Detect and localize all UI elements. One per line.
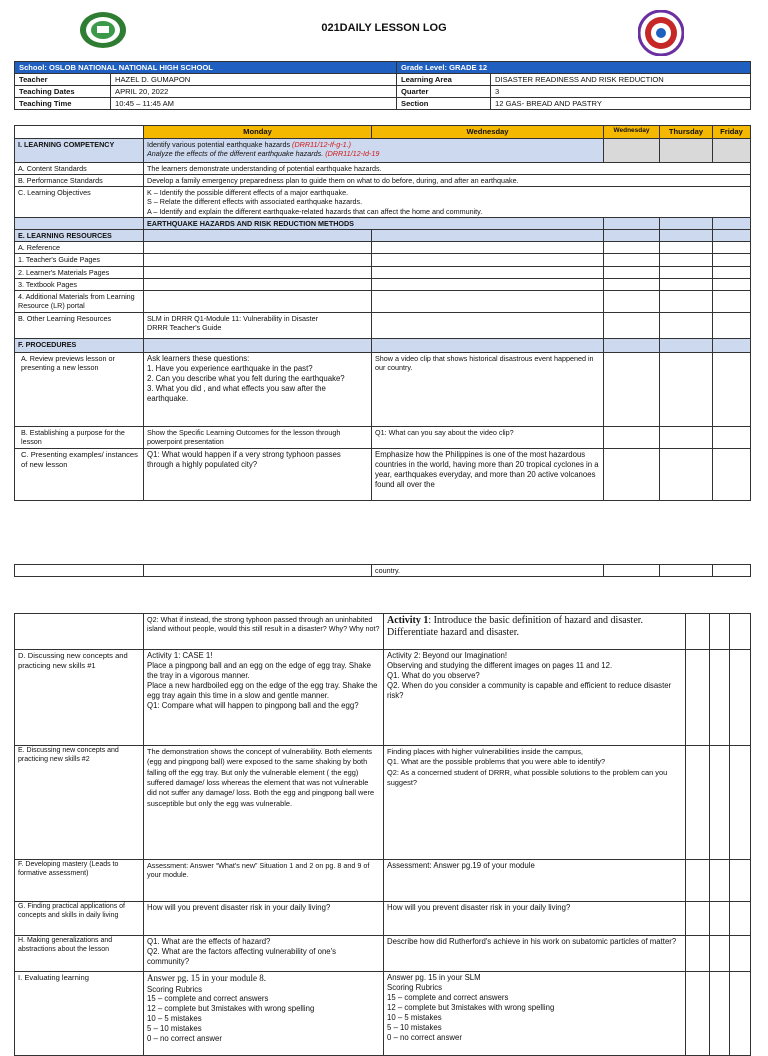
discussing-1-monday <box>144 650 384 746</box>
lc-code1: (DRR11/12-If-g-1.) <box>292 139 352 149</box>
teacher-label: Teacher <box>15 74 111 86</box>
i-wed-6: 0 – no correct answer <box>387 1032 462 1042</box>
h-mon-1: Q2. What are the factors affecting vulnerability of one's community? <box>147 946 337 966</box>
objective-s: S – Relate the different effects with associated earthquake hazards. <box>147 197 363 207</box>
examples-monday: Q1: What would happen if a very strong typhoon passes through a highly populated city? <box>144 449 372 501</box>
activity1-head: Activity 1 <box>387 615 429 626</box>
content-row-label <box>15 217 144 229</box>
evaluating-learning-monday <box>144 972 384 1056</box>
content-standards-label: A. Content Standards <box>15 162 144 174</box>
review-monday <box>144 353 372 427</box>
discussing-1-label: D. Discussing new concepts and practicing new skills #1 <box>15 650 144 746</box>
generalizations-label: H. Making generalizations and abstractions about the lesson <box>15 936 144 972</box>
teachers-guide-label: 1. Teacher's Guide Pages <box>15 254 144 266</box>
teacher-value: HAZEL D. GUMAPON <box>111 74 397 86</box>
learning-objectives-text <box>144 187 751 218</box>
i-wed-2: 15 – complete and correct answers <box>387 992 509 1002</box>
learning-resources-label: E. LEARNING RESOURCES <box>15 230 144 242</box>
purpose-label: B. Establishing a purpose for the lesson <box>15 427 144 449</box>
learning-area-label: Learning Area <box>397 74 491 86</box>
discussing-2-wednesday <box>384 746 686 860</box>
quarter-label: Quarter <box>397 86 491 98</box>
discussing-2-monday: The demonstration shows the concept of vulnerability. Both elements (egg and pingpong ball) were exposed to the same shaking by both falling off the egg tray. But only the vulnerable element ( the egg) suffered damage/ loss whereas the element that was not vulnerable did not suffer any damage/ loss. Both the egg and pingpong ball were susceptible but only the egg was vulnerable. <box>144 746 384 860</box>
textbook-label: 3. Textbook Pages <box>15 278 144 290</box>
i-wed-3: 12 – complete but 3mistakes with wrong spelling <box>387 1002 555 1012</box>
discussing-2-label: E. Discussing new concepts and practicing new skills #2 <box>15 746 144 860</box>
lesson-table-page2 <box>14 613 751 1056</box>
quarter-value: 3 <box>491 86 751 98</box>
d-mon-3: Q1: Compare what will happen to pingpong ball and the egg? <box>147 700 359 710</box>
q2-monday: Q2: What if instead, the strong typhoon passed through an uninhabited island without people, would this still result in a disaster? Why? Why not? <box>144 614 384 650</box>
d-mon-0: Activity 1: CASE 1! <box>147 651 213 660</box>
i-wed-5: 5 – 10 mistakes <box>387 1022 442 1032</box>
purpose-wednesday: Q1: What can you say about the video clip? <box>372 427 604 449</box>
practical-applications-monday: How will you prevent disaster risk in your daily living? <box>144 902 384 936</box>
continuation-row <box>14 564 751 577</box>
e-wed-2: Q2: As a concerned student of DRRR, what possible solutions to the problem can you suggest? <box>387 767 668 788</box>
discussing-1-wednesday <box>384 650 686 746</box>
day-header-wednesday: Wednesday <box>372 126 604 139</box>
review-label: A. Review previews lesson or presenting a new lesson <box>15 353 144 427</box>
learning-competency-label: I. LEARNING COMPETENCY <box>15 138 144 162</box>
i-mon-1: Scoring Rubrics <box>147 984 203 994</box>
dates-value: APRIL 20, 2022 <box>111 86 397 98</box>
developing-mastery-monday: Assessment: Answer “What's new” Situation 1 and 2 on pg. 8 and 9 of your module. <box>144 860 384 902</box>
school-name: School: OSLOB NATIONAL NATIONAL HIGH SCHOOL <box>15 62 397 74</box>
i-mon-6: 0 – no correct answer <box>147 1034 222 1044</box>
d-mon-2: Place a new hardboiled egg on the edge of the egg tray. Shake the egg tray again this time in a slow and gentle manner. <box>147 680 378 700</box>
i-mon-0: Answer pg. 15 in your module 8. <box>147 973 266 983</box>
other-resource-slm: SLM in DRRR Q1-Module 11: Vulnerability in Disaster <box>147 314 318 324</box>
purpose-monday: Show the Specific Learning Outcomes for the lesson through powerpoint presentation <box>144 427 372 449</box>
e-wed-0: Finding places with higher vulnerabilities inside the campus, <box>387 747 583 756</box>
review-wednesday: Show a video clip that shows historical disastrous event happened in our country. <box>372 353 604 427</box>
evaluating-learning-wednesday <box>384 972 686 1056</box>
d-wed-1: Observing and studying the different images on pages 11 and 12. <box>387 660 613 670</box>
learners-materials-label: 2. Learner's Materials Pages <box>15 266 144 278</box>
dates-label: Teaching Dates <box>15 86 111 98</box>
day-header-wednesday-2: Wednesday <box>604 126 660 139</box>
i-mon-5: 5 – 10 mistakes <box>147 1024 202 1034</box>
time-label: Teaching Time <box>15 98 111 110</box>
h-mon-0: Q1. What are the effects of hazard? <box>147 937 271 946</box>
d-wed-0: Activity 2: Beyond our Imagination! <box>387 651 508 660</box>
objective-k: K – Identify the possible different effects of a major earthquake. <box>147 188 349 198</box>
review-q3: 3. What you did , and what effects you saw after the earthquake. <box>147 384 326 403</box>
d-wed-3: Q2. When do you consider a community is capable and efficient to reduce disaster risk? <box>387 680 672 700</box>
learning-area-value: DISASTER READINESS AND RISK REDUCTION <box>491 74 751 86</box>
i-wed-0: Answer pg. 15 in your SLM <box>387 973 481 982</box>
developing-mastery-label: F. Developing mastery (Leads to formative assessment) <box>15 860 144 902</box>
evaluating-learning-label: I. Evaluating learning <box>15 972 144 1056</box>
review-q0: Ask learners these questions: <box>147 354 250 364</box>
review-q1: 1. Have you experience earthquake in the past? <box>147 364 313 374</box>
section-label: Section <box>397 98 491 110</box>
content-standards-text: The learners demonstrate understanding of potential earthquake hazards. <box>144 162 751 174</box>
i-mon-2: 15 – complete and correct answers <box>147 994 269 1004</box>
d-mon-1: Place a pingpong ball and an egg on the edge of egg tray. Shake the tray in a vigorous manner. <box>147 660 371 680</box>
procedures-label: F. PROCEDURES <box>15 339 144 353</box>
other-resource-tg: DRRR Teacher's Guide <box>147 323 222 333</box>
learning-objectives-label: C. Learning Objectives <box>15 187 144 218</box>
activity1-wednesday <box>384 614 686 650</box>
day-header-thursday: Thursday <box>660 126 713 139</box>
time-value: 10:45 – 11:45 AM <box>111 98 397 110</box>
additional-materials-label: 4. Additional Materials from Learning Resource (LR) portal <box>15 291 144 313</box>
day-header-friday: Friday <box>713 126 751 139</box>
section-value: 12 GAS- BREAD AND PASTRY <box>491 98 751 110</box>
performance-standards-text: Develop a family emergency preparedness plan to guide them on what to do before, during, and after an earthquake. <box>144 174 751 186</box>
activity1-text: : Introduce the basic definition of hazard and disaster. Differentiate hazard and disaster. <box>387 615 644 638</box>
learning-competency-text <box>144 138 604 162</box>
examples-label: C. Presenting examples/ instances of new lesson <box>15 449 144 501</box>
practical-applications-wednesday: How will you prevent disaster risk in your daily living? <box>384 902 686 936</box>
developing-mastery-wednesday: Assessment: Answer pg.19 of your module <box>384 860 686 902</box>
lc-line2: Analyze the effects of the different earthquake hazards. <box>147 148 324 158</box>
e-wed-1: Q1. What are the possible problems that you were able to identify? <box>387 757 606 767</box>
other-resources-label: B. Other Learning Resources <box>15 313 144 339</box>
lc-line1: Identify various potential earthquake hazards <box>147 139 291 149</box>
generalizations-monday <box>144 936 384 972</box>
performance-standards-label: B. Performance Standards <box>15 174 144 186</box>
practical-applications-label: G. Finding practical applications of concepts and skills in daily living <box>15 902 144 936</box>
lc-code2: (DRR11/12-Id-19 <box>325 148 380 158</box>
i-mon-4: 10 – 5 mistakes <box>147 1014 202 1024</box>
i-wed-4: 10 – 5 mistakes <box>387 1012 442 1022</box>
page-title: 021DAILY LESSON LOG <box>321 22 447 34</box>
examples-wednesday: Emphasize how the Philippines is one of the most hazardous countries in the world, having more than 20 tropical cyclones in a year, earthquakes everyday, and more than 20 active volcanoes found all over the <box>372 449 604 501</box>
d-wed-2: Q1. What do you observe? <box>387 670 480 680</box>
grade-level: Grade Level: GRADE 12 <box>397 62 751 74</box>
other-resources-monday <box>144 313 372 339</box>
generalizations-wednesday: Describe how did Rutherford's achieve in his work on subatomic particles of matter? <box>384 936 686 972</box>
examples-wednesday-continued: country. <box>372 565 604 577</box>
lesson-table-page1 <box>14 125 751 501</box>
content-topic: EARTHQUAKE HAZARDS AND RISK REDUCTION METHODS <box>144 217 604 229</box>
reference-label: A. Reference <box>15 242 144 254</box>
header-table <box>14 61 751 110</box>
objective-a: A – Identify and explain the different earthquake-related hazards that can affect the home and community. <box>147 206 483 216</box>
i-mon-3: 12 – complete but 3mistakes with wrong spelling <box>147 1004 315 1014</box>
day-header-monday: Monday <box>144 126 372 139</box>
review-q2: 2. Can you describe what you felt during the earthquake? <box>147 374 345 384</box>
i-wed-1: Scoring Rubrics <box>387 982 443 992</box>
